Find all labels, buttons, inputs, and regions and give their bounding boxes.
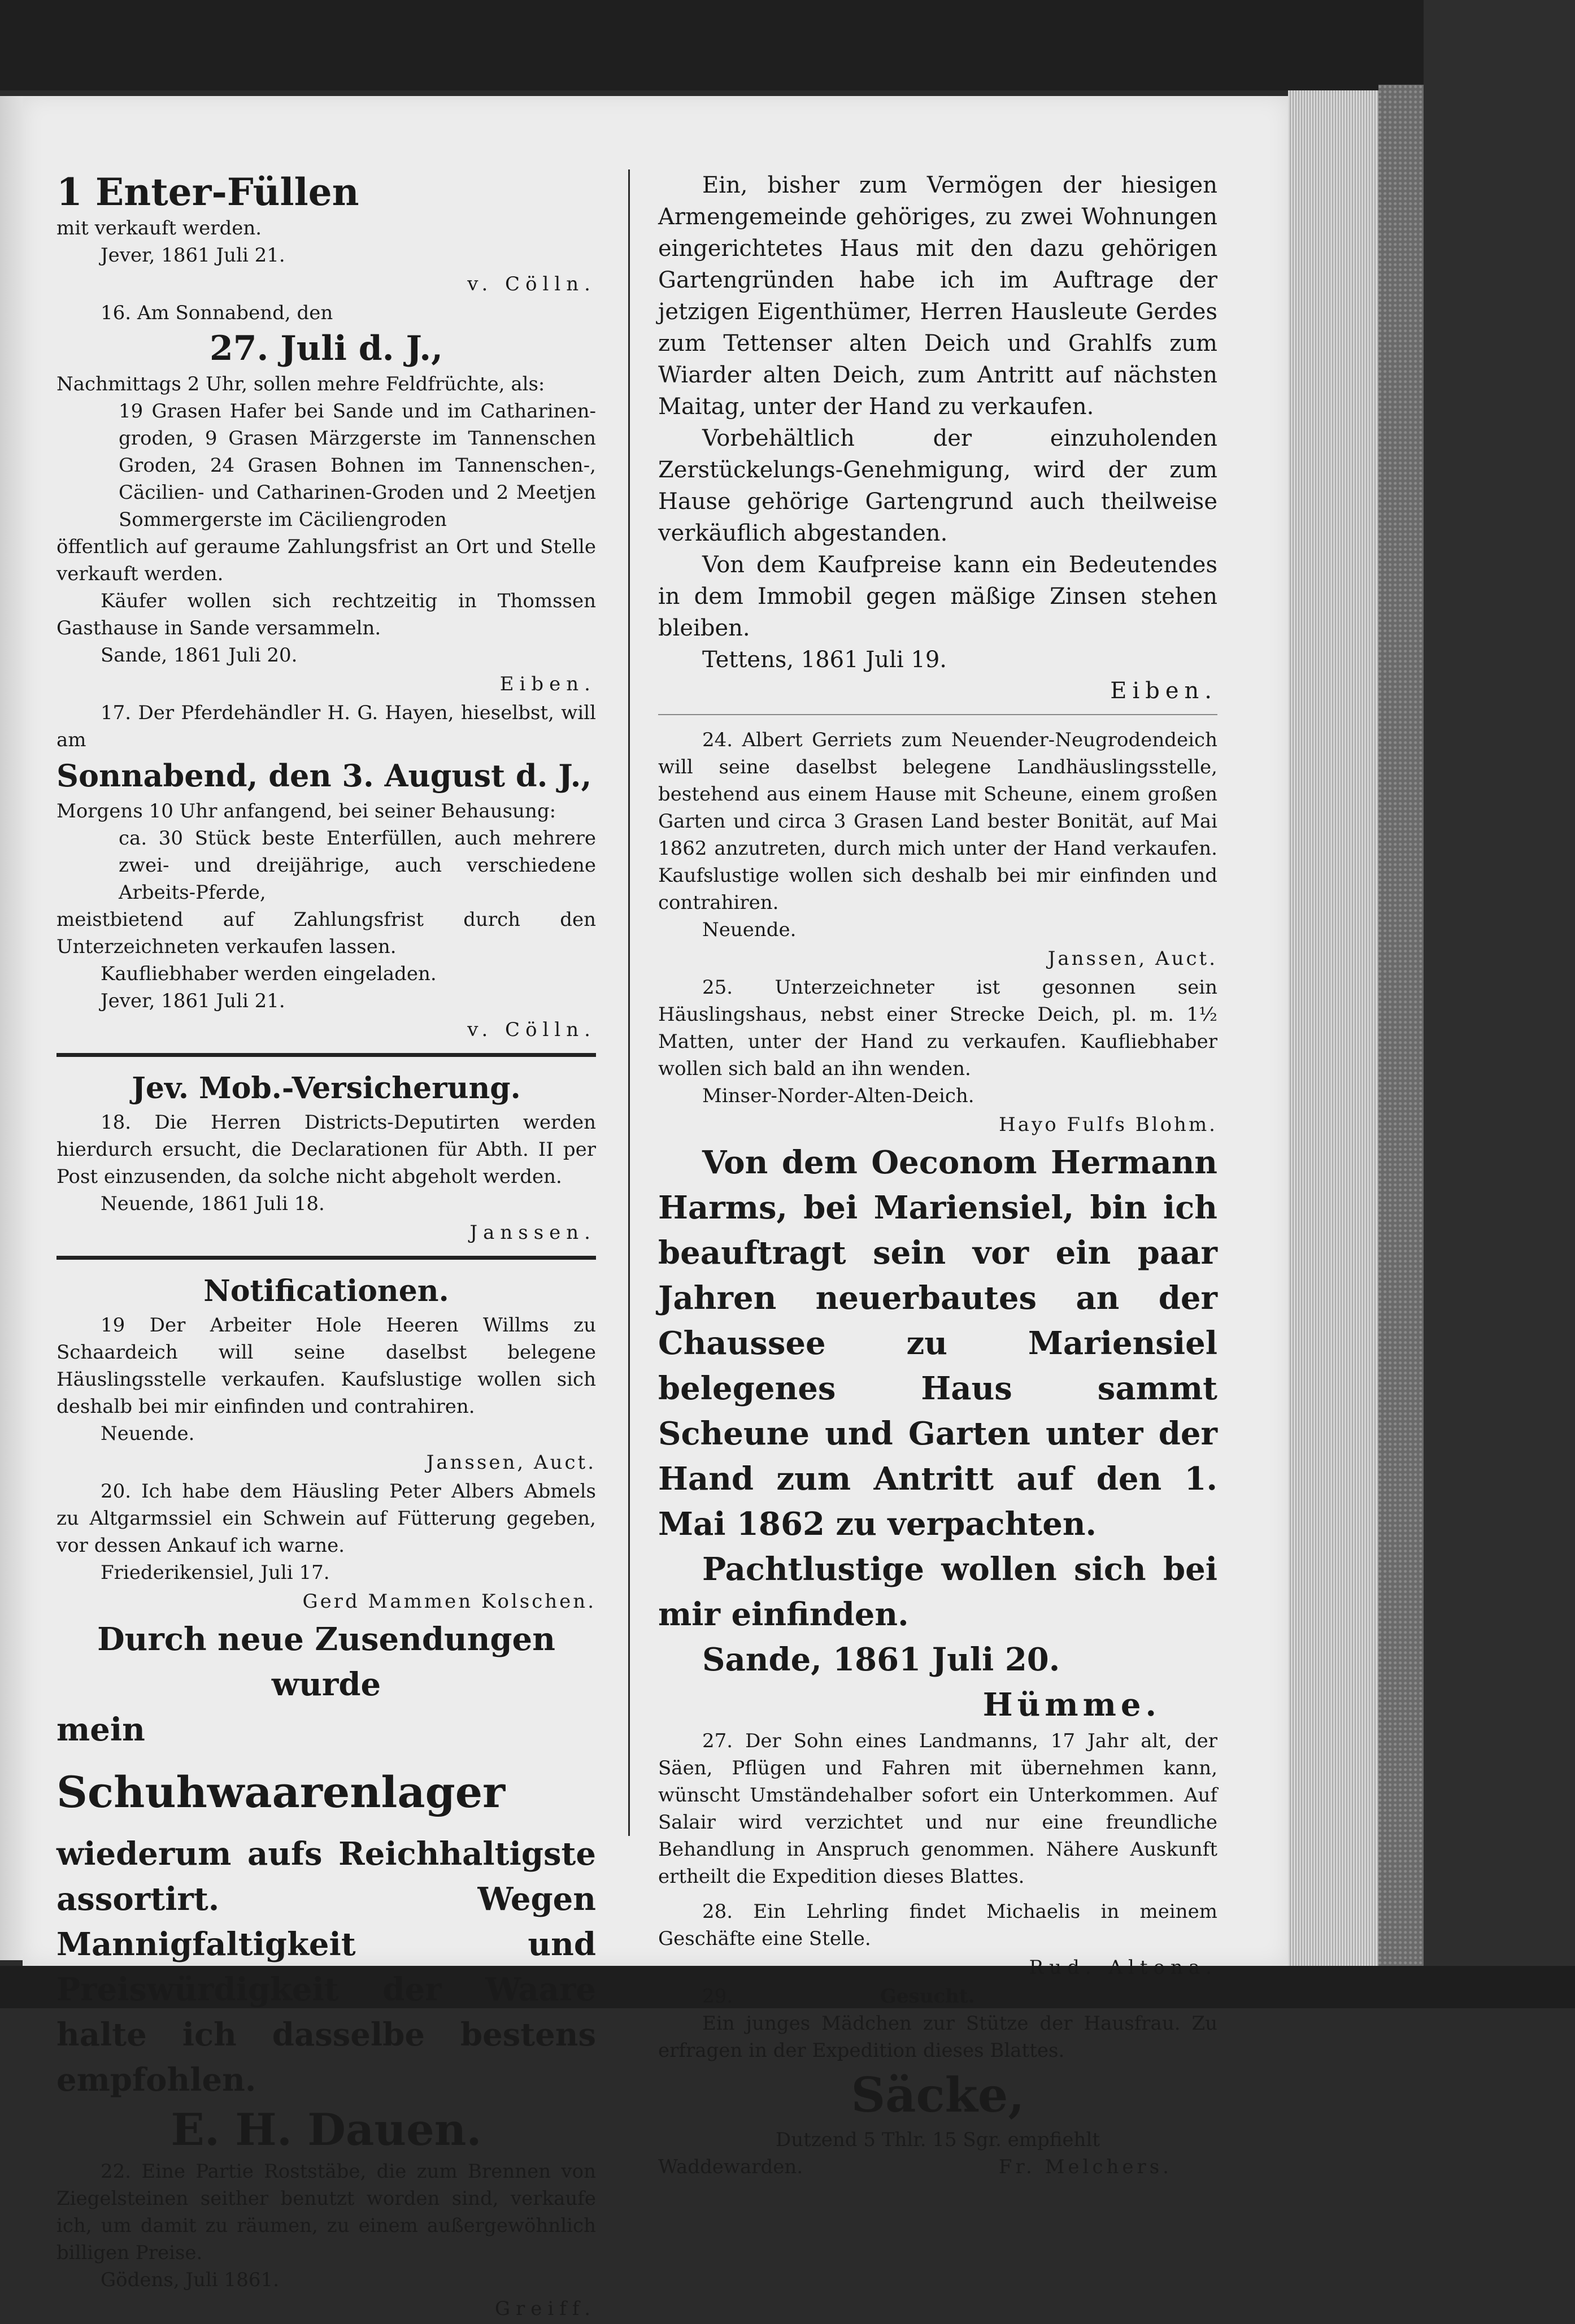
ad19-signature: Janssen, Auct.: [426, 1451, 596, 1474]
ad25-text: 25. Unterzeichneter ist gesonnen sein Häuslingshaus, nebst einer Strecke Deich, pl. m. 1½ Matten, unter der Hand zu verkaufen. Kaufliebhaber wollen sich bald an ihn wenden.: [658, 976, 1217, 1080]
ad22-text: 22. Eine Partie Roststäbe, die zum Brennen von Ziegelsteinen seither benutzt worden sind, verkaufe ich, um damit zu räumen, zu einem außergewöhnlich billigen Preise.: [56, 2160, 596, 2264]
ad24-text: 24. Albert Gerriets zum Neuender-Neugrodendeich will seine daselbst belegene Landhäuslingsstelle, bestehend aus einem Hause mit Scheune, einem großen Garten und circa 3 Grasen Land bester Bonität, auf Mai 1862 anzutreten, durch mich unter der Hand verkaufen. Kaufslustige wollen sich deshalb bei mir einfinden und contrahiren.: [658, 729, 1217, 914]
shoe-ad-name: E. H. Dauen.: [171, 2104, 482, 2156]
left-column: [56, 169, 596, 2324]
ad26-date: Sande, 1861 Juli 20.: [702, 1641, 1060, 1678]
ad17-line3: Kaufliebhaber werden eingeladen.: [101, 963, 437, 985]
ad28-signature: Rud. Altona.: [1029, 1956, 1217, 1979]
ad1-signature: v. Cölln.: [467, 273, 596, 295]
ad1-date: Jever, 1861 Juli 21.: [101, 244, 285, 267]
ad18-date: Neuende, 1861 Juli 18.: [101, 1193, 325, 1215]
ad16-line3: Käufer wollen sich rechtzeitig in Thomssen Gasthause in Sande versammeln.: [56, 590, 596, 639]
ad29-text: Ein junges Mädchen zur Stütze der Hausfrau. Zu erfragen in der Expedition dieses Blattes.: [658, 2012, 1217, 2062]
facing-page-edge: [0, 96, 24, 1960]
shoe-ad-mein: mein: [56, 1711, 145, 1748]
ad17-intro: 17. Der Pferdehändler H. G. Hayen, hieselbst, will am: [56, 702, 596, 751]
ad24-place: Neuende.: [702, 919, 797, 941]
ad24-signature: Janssen, Auct.: [1047, 947, 1217, 970]
ad26-text: Von dem Oeconom Hermann Harms, bei Mariensiel, bin ich beauftragt sein vor ein paar Jahren neuerbautes an der Chaussee zu Mariensiel belegenes Haus sammt Scheune und Garten unter der Hand zum Antritt auf den 1. Mai 1862 zu verpachten.: [658, 1144, 1217, 1543]
ad30-line: Dutzend 5 Thlr. 15 Sgr. empfiehlt: [776, 2129, 1100, 2151]
ad19-text: 19 Der Arbeiter Hole Heeren Willms zu Schaardeich will seine daselbst belegene Häuslingsstelle verkaufen. Kaufslustige wollen sich deshalb bei mir einfinden und contrahiren.: [56, 1314, 596, 1418]
ad16-items: 19 Grasen Hafer bei Sande und im Catharinen-groden, 9 Grasen Märzgerste im Tannenschen Groden, 24 Grasen Bohnen im Tannenschen-, Cäcilien- und Catharinen-Groden und 2 Meetjen Sommergerste im Cäciliengroden: [119, 400, 596, 531]
ad30-title: Säcke,: [851, 2067, 1025, 2123]
section-rule: [56, 1053, 596, 1057]
section-rule: [56, 1256, 596, 1260]
ad18-text: 18. Die Herren Districts-Deputirten werden hierdurch ersucht, die Declarationen für Abth. II per Post einzusenden, da solche nicht abgeholt werden.: [56, 1111, 596, 1188]
right-column: [658, 169, 1217, 2181]
ad16-date2: Sande, 1861 Juli 20.: [101, 644, 298, 667]
ad27-text: 27. Der Sohn eines Landmanns, 17 Jahr alt, der Säen, Pflügen und Fahren mit übernehmen kann, wünscht Umständehalber sofort ein Unterkommen. Auf Salair wird verzichtet und nur eine freundliche Behandlung in Anspruch genommen. Nähere Auskunft ertheilt die Expedition dieses Blattes.: [658, 1730, 1217, 1888]
ad29-title: Gesucht.: [880, 1985, 975, 2008]
shoe-ad-word: Schuhwaarenlager: [56, 1767, 506, 1817]
ad18-signature: Janssen.: [469, 1221, 596, 1244]
shoe-ad-body: wiederum aufs Reichhaltigste assortirt. Wegen Mannigfaltigkeit und Preiswürdigkeit der Waare halte ich dasselbe bestens empfohlen.: [56, 1835, 596, 2099]
ad22-signature: Greiff.: [494, 2297, 596, 2320]
ad17-items: ca. 30 Stück beste Enterfüllen, auch mehrere zwei- und dreijährige, auch verschiedene Arbeits-Pferde,: [119, 827, 596, 904]
ad25-signature: Hayo Fulfs Blohm.: [999, 1113, 1217, 1136]
ad26-signature: Hümme.: [982, 1686, 1161, 1724]
ad17-date: Sonnabend, den 3. August d. J.,: [56, 758, 592, 794]
ad29-number: 29.: [702, 1985, 733, 2008]
ad17-signature: v. Cölln.: [467, 1019, 596, 1041]
ad17-date2: Jever, 1861 Juli 21.: [101, 990, 285, 1012]
ad30-footer: [658, 2153, 1217, 2181]
ad17-line2: meistbietend auf Zahlungsfrist durch den Unterzeichneten verkaufen lassen.: [56, 908, 596, 958]
ad22-date: Gödens, Juli 1861.: [101, 2269, 279, 2291]
ad25-place: Minser-Norder-Alten-Deich.: [702, 1085, 974, 1107]
photo-background-top: [0, 0, 1575, 90]
ad16-intro: 16. Am Sonnabend, den: [101, 302, 333, 324]
ad28-text: 28. Ein Lehrling findet Michaelis in meinem Geschäfte eine Stelle.: [658, 1900, 1217, 1950]
book-cover: [1378, 85, 1424, 1972]
ad16-line2: öffentlich auf geraume Zahlungsfrist an Ort und Stelle verkauft werden.: [56, 536, 596, 585]
ad23-para3: Von dem Kaufpreise kann ein Bedeutendes in dem Immobil gegen mäßige Zinsen stehen bleiben.: [658, 552, 1217, 641]
ad23-signature: Eiben.: [1110, 678, 1217, 704]
ad20-signature: Gerd Mammen Kolschen.: [302, 1590, 596, 1613]
ad29-heading: [658, 1983, 1217, 2010]
shoe-ad-headline: [56, 1707, 596, 1831]
ad19-place: Neuende.: [101, 1422, 195, 1445]
separator: [658, 714, 1217, 715]
ad26-text2: Pachtlustige wollen sich bei mir einfinden.: [658, 1551, 1217, 1633]
ad30-signature: Fr. Melchers.: [998, 2156, 1172, 2178]
ad16-date: 27. Juli d. J.,: [210, 329, 443, 368]
ad23-date: Tettens, 1861 Juli 19.: [702, 647, 947, 673]
ad1-title: 1 Enter-Füllen: [56, 170, 359, 214]
section-title-insurance: Jev. Mob.-Versicherung.: [132, 1071, 521, 1106]
ad1-line: mit verkauft werden.: [56, 217, 262, 240]
section-title-notifications: Notificationen.: [203, 1274, 449, 1308]
ad20-text: 20. Ich habe dem Häusling Peter Albers Abmels zu Altgarmssiel ein Schwein auf Fütterung gegeben, vor dessen Ankauf ich warne.: [56, 1480, 596, 1557]
ad23-para1: Ein, bisher zum Vermögen der hiesigen Armengemeinde gehöriges, zu zwei Wohnungen eingerichtetes Haus mit den dazu gehörigen Gartengründen habe ich im Auftrage der jetzigen Eigenthümer, Herren Hausleute Gerdes zum Tettenser alten Deich und Grahlfs zum Wiarder alten Deich, zum Antritt auf nächsten Maitag, unter der Hand zu verkaufen.: [658, 172, 1217, 420]
ad23-para2: Vorbehältlich der einzuholenden Zerstückelungs-Genehmigung, wird der zum Hause gehörige Gartengrund auch theilweise verkäuflich abgestanden.: [658, 425, 1217, 546]
ad16-signature: Eiben.: [499, 673, 596, 695]
ad17-line1: Morgens 10 Uhr anfangend, bei seiner Behausung:: [56, 800, 556, 822]
photo-background-right: [1424, 0, 1575, 2008]
column-divider: [628, 169, 630, 1836]
ad30-place: Waddewarden.: [658, 2156, 803, 2178]
ad20-date: Friederikensiel, Juli 17.: [101, 1561, 330, 1584]
page-edges: [1288, 90, 1378, 1966]
ad16-line1: Nachmittags 2 Uhr, sollen mehre Feldfrüchte, als:: [56, 373, 545, 395]
shoe-ad-line1: Durch neue Zusendungen wurde: [97, 1621, 555, 1703]
